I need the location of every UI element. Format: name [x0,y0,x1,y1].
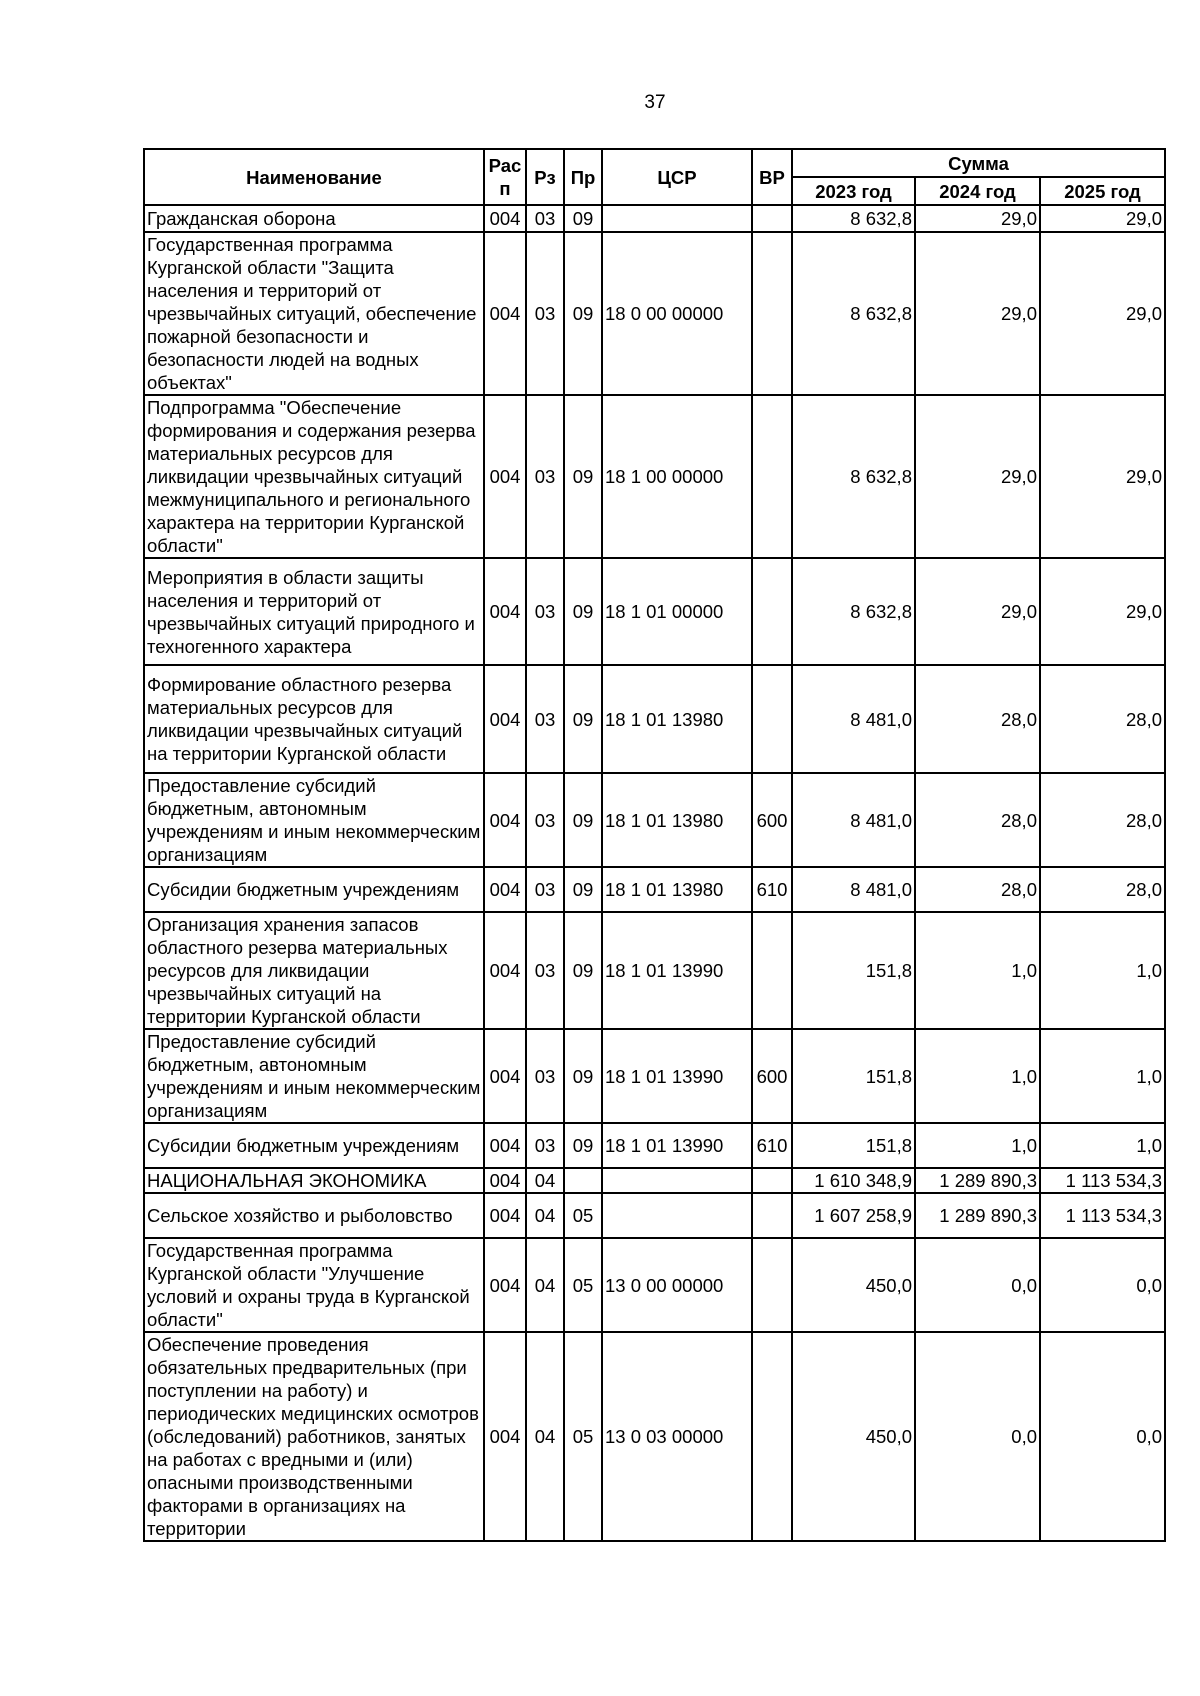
cell-pr: 09 [564,1029,602,1123]
cell-pr: 09 [564,867,602,912]
cell-rasp: 004 [484,665,526,773]
table-row [144,395,1165,558]
cell-vr [752,205,792,232]
cell-pr: 09 [564,205,602,232]
header-summa: Сумма [792,149,1165,177]
cell-2024: 1 289 890,3 [915,1168,1040,1193]
cell-2024: 1,0 [915,1123,1040,1168]
cell-pr: 09 [564,558,602,665]
cell-rz: 03 [526,205,564,232]
cell-2023: 151,8 [792,1029,915,1123]
cell-2023: 8 632,8 [792,558,915,665]
cell-2025: 0,0 [1040,1332,1165,1541]
cell-2023: 8 632,8 [792,232,915,395]
cell-2025: 28,0 [1040,773,1165,867]
cell-name: Предоставление субсидий бюджетным, автономным учреждениям и иным некоммерческим организациям [144,1029,484,1123]
cell-rz: 03 [526,665,564,773]
cell-csr: 13 0 00 00000 [602,1238,752,1332]
cell-csr: 18 1 01 00000 [602,558,752,665]
cell-name: Субсидии бюджетным учреждениям [144,867,484,912]
header-year-2023: 2023 год [792,177,915,205]
cell-rasp: 004 [484,1238,526,1332]
cell-pr: 05 [564,1332,602,1541]
cell-rz: 03 [526,558,564,665]
table-row [144,558,1165,665]
cell-2023: 8 632,8 [792,205,915,232]
cell-pr: 05 [564,1193,602,1238]
cell-csr: 18 1 00 00000 [602,395,752,558]
cell-2023: 151,8 [792,912,915,1029]
cell-2024: 29,0 [915,395,1040,558]
cell-rz: 04 [526,1332,564,1541]
cell-pr: 05 [564,1238,602,1332]
cell-pr: 09 [564,665,602,773]
cell-2025: 1,0 [1040,912,1165,1029]
cell-name: Мероприятия в области защиты населения и территорий от чрезвычайных ситуаций природного и техногенного характера [144,558,484,665]
cell-vr [752,665,792,773]
header-year-2025: 2025 год [1040,177,1165,205]
table-body [144,205,1165,1541]
table-row [144,1168,1165,1193]
cell-csr [602,1193,752,1238]
table-row [144,773,1165,867]
cell-rz: 03 [526,232,564,395]
cell-2023: 8 632,8 [792,395,915,558]
cell-2024: 1 289 890,3 [915,1193,1040,1238]
cell-2025: 28,0 [1040,665,1165,773]
cell-2023: 450,0 [792,1238,915,1332]
cell-csr: 18 0 00 00000 [602,232,752,395]
cell-vr [752,912,792,1029]
cell-rz: 03 [526,773,564,867]
header-name: Наименование [144,149,484,205]
cell-rz: 03 [526,1029,564,1123]
table-row [144,912,1165,1029]
cell-vr [752,395,792,558]
cell-2024: 0,0 [915,1332,1040,1541]
cell-2023: 1 607 258,9 [792,1193,915,1238]
cell-2023: 8 481,0 [792,665,915,773]
cell-name: Организация хранения запасов областного резерва материальных ресурсов для ликвидации чрезвычайных ситуаций на территории Курганской области [144,912,484,1029]
cell-csr: 18 1 01 13990 [602,1123,752,1168]
cell-rasp: 004 [484,205,526,232]
cell-csr [602,205,752,232]
cell-rz: 04 [526,1193,564,1238]
cell-pr: 09 [564,232,602,395]
cell-2025: 1 113 534,3 [1040,1168,1165,1193]
cell-2024: 29,0 [915,232,1040,395]
cell-name: Обеспечение проведения обязательных предварительных (при поступлении на работу) и периодических медицинских осмотров (обследований) работников, занятых на работах с вредными и (или) опасными производственными факторами в организациях на территории [144,1332,484,1541]
header-rz: Рз [526,149,564,205]
header-pr: Пр [564,149,602,205]
cell-2024: 28,0 [915,773,1040,867]
cell-2025: 29,0 [1040,558,1165,665]
cell-name: Государственная программа Курганской области "Улучшение условий и охраны труда в Курганской области" [144,1238,484,1332]
cell-vr: 600 [752,1029,792,1123]
cell-name: НАЦИОНАЛЬНАЯ ЭКОНОМИКА [144,1168,484,1193]
header-csr: ЦСР [602,149,752,205]
cell-2025: 1 113 534,3 [1040,1193,1165,1238]
cell-pr: 09 [564,1123,602,1168]
cell-vr [752,558,792,665]
table-row [144,1123,1165,1168]
cell-csr: 18 1 01 13980 [602,867,752,912]
cell-rasp: 004 [484,912,526,1029]
cell-rasp: 004 [484,1123,526,1168]
cell-2025: 29,0 [1040,395,1165,558]
cell-vr: 610 [752,867,792,912]
table-row [144,232,1165,395]
header-rasp: Рас п [484,149,526,205]
cell-csr: 18 1 01 13980 [602,665,752,773]
cell-rasp: 004 [484,1332,526,1541]
cell-csr: 18 1 01 13980 [602,773,752,867]
cell-rasp: 004 [484,1168,526,1193]
cell-pr [564,1168,602,1193]
cell-2025: 0,0 [1040,1238,1165,1332]
cell-vr: 600 [752,773,792,867]
cell-rz: 03 [526,912,564,1029]
cell-vr [752,1168,792,1193]
cell-name: Формирование областного резерва материальных ресурсов для ликвидации чрезвычайных ситуаций на территории Курганской области [144,665,484,773]
cell-name: Сельское хозяйство и рыболовство [144,1193,484,1238]
cell-rz: 04 [526,1238,564,1332]
cell-csr: 18 1 01 13990 [602,912,752,1029]
cell-2023: 8 481,0 [792,867,915,912]
cell-2023: 1 610 348,9 [792,1168,915,1193]
cell-vr [752,232,792,395]
cell-rasp: 004 [484,1193,526,1238]
cell-2024: 28,0 [915,665,1040,773]
cell-2023: 450,0 [792,1332,915,1541]
cell-2025: 1,0 [1040,1029,1165,1123]
cell-2024: 28,0 [915,867,1040,912]
cell-2025: 29,0 [1040,232,1165,395]
table-row [144,867,1165,912]
cell-vr: 610 [752,1123,792,1168]
cell-pr: 09 [564,912,602,1029]
cell-2024: 0,0 [915,1238,1040,1332]
cell-rasp: 004 [484,395,526,558]
table-row [144,1332,1165,1541]
table-row [144,665,1165,773]
cell-2025: 28,0 [1040,867,1165,912]
cell-vr [752,1238,792,1332]
cell-rasp: 004 [484,558,526,665]
table-row [144,1193,1165,1238]
cell-name: Гражданская оборона [144,205,484,232]
cell-rz: 03 [526,395,564,558]
cell-name: Государственная программа Курганской области "Защита населения и территорий от чрезвычайных ситуаций, обеспечение пожарной безопасности и безопасности людей на водных объектах" [144,232,484,395]
cell-2025: 1,0 [1040,1123,1165,1168]
table-row [144,1238,1165,1332]
cell-pr: 09 [564,395,602,558]
header-vr: ВР [752,149,792,205]
cell-rasp: 004 [484,867,526,912]
cell-2024: 29,0 [915,558,1040,665]
cell-2024: 1,0 [915,912,1040,1029]
table-row [144,205,1165,232]
cell-rasp: 004 [484,773,526,867]
cell-rasp: 004 [484,1029,526,1123]
cell-rasp: 004 [484,232,526,395]
cell-vr [752,1193,792,1238]
header-year-2024: 2024 год [915,177,1040,205]
cell-vr [752,1332,792,1541]
cell-name: Субсидии бюджетным учреждениям [144,1123,484,1168]
cell-csr: 13 0 03 00000 [602,1332,752,1541]
cell-2023: 151,8 [792,1123,915,1168]
cell-rz: 03 [526,1123,564,1168]
cell-rz: 04 [526,1168,564,1193]
cell-2025: 29,0 [1040,205,1165,232]
cell-2023: 8 481,0 [792,773,915,867]
cell-2024: 29,0 [915,205,1040,232]
cell-name: Предоставление субсидий бюджетным, автономным учреждениям и иным некоммерческим организациям [144,773,484,867]
cell-csr [602,1168,752,1193]
table-row [144,1029,1165,1123]
cell-rz: 03 [526,867,564,912]
cell-csr: 18 1 01 13990 [602,1029,752,1123]
cell-pr: 09 [564,773,602,867]
cell-name: Подпрограмма "Обеспечение формирования и содержания резерва материальных ресурсов для ликвидации чрезвычайных ситуаций межмуниципального и регионального характера на территории Курганской области" [144,395,484,558]
budget-table [143,148,1166,1542]
page-number: 37 [644,92,666,113]
cell-2024: 1,0 [915,1029,1040,1123]
table-header [144,149,1165,205]
